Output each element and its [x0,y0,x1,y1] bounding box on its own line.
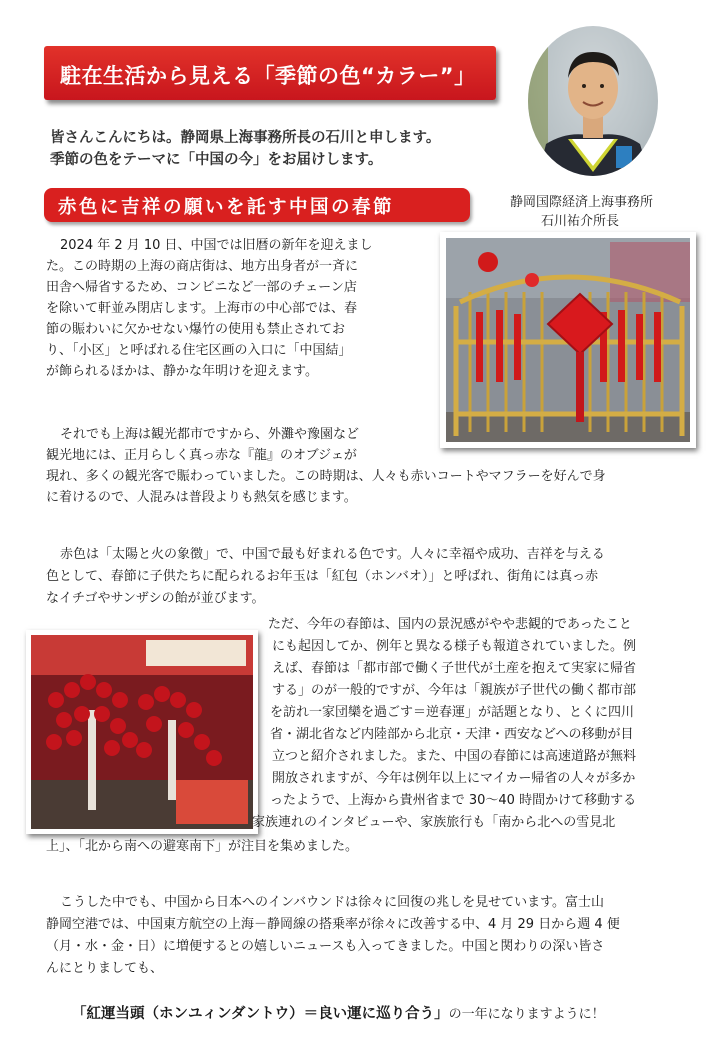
closing-rest: の一年になりますように！ [448,1007,605,1022]
greeting-line-1: 皆さんこんにちは。静岡県上海事務所長の石川と申します。 [50,130,441,146]
red-chinese-knot-gate-photo [440,232,696,448]
paragraph-4-line: する」のが一般的ですが、今年は「親族が子世代の働く都市部 [272,683,637,698]
paragraph-5-line: んにとりましても、 [46,961,164,976]
paragraph-4-line: ただ、今年の春節は、国内の景況感がやや悲観的であったこと [268,617,632,632]
paragraph-2-line: に着けるので、人混みは普段よりも熱気を感じます。 [46,490,357,505]
paragraph-5-line: （月・水・金・日）に増便するとの嬉しいニュースも入ってきました。中国と関わりの深い皆さ [46,939,605,954]
paragraph-4-line: 立つと紹介されました。また、中国の春節には高速道路が無料 [272,749,637,764]
paragraph-1-line: た。この時期の上海の商店街は、地方出身者が一斉に [46,259,359,274]
paragraph-1-line: 田舎へ帰省するため、コンビニなど一部のチェーン店 [46,280,357,295]
paragraph-4-line: を訪れ一家団欒を過ごす＝逆春運」が話題となり、とくに四川 [270,705,635,720]
author-org: 静岡国際経済上海事務所 [510,195,654,210]
paragraph-2-line: それでも上海は観光都市ですから、外灘や豫園など [60,427,360,442]
paragraph-1-line: を除いて軒並み閉店します。上海市の中心部では、春 [46,301,357,316]
paragraph-3-line: 色として、春節に子供たちに配られるお年玉は「紅包（ホンバオ）」と呼ばれ、街角には真っ赤 [46,569,599,584]
paragraph-1-line: 2024 年 2 月 10 日、中国では旧暦の新年を迎えまし [60,238,373,253]
closing-bold: 「紅運当頭（ホンユィンダントウ）＝良い運に巡り合う」 [72,1006,449,1022]
paragraph-4-line: 開放されますが、今年は例年以上にマイカー帰省の人々が多か [272,771,636,786]
closing-line [72,1002,605,1023]
paragraph-4-line: 家族連れのインタビューや、家族旅行も「南から北への雪見北 [252,815,616,830]
tanghulu-photo [26,630,258,834]
page-title: 駐在生活から見える「季節の色“カラー”」 [60,64,476,88]
paragraph-3-line: 赤色は「太陽と火の象徴」で、中国で最も好まれる色です。人々に幸福や成功、吉祥を与える [60,547,605,562]
paragraph-4-line: 上」、「北から南への避寒南下」が注目を集めました。 [46,839,359,854]
paragraph-2-line: 観光地には、正月らしく真っ赤な『龍』のオブジェが [46,448,357,463]
paragraph-5-line: こうした中でも、中国から日本へのインバウンドは徐々に回復の兆しを見せています。富士山 [60,895,605,910]
title-banner [44,46,496,100]
section-heading-banner [44,188,470,222]
author-portrait-image [528,26,658,176]
section-heading: 赤色に吉祥の願いを託す中国の春節 [58,197,395,218]
paragraph-3-line: なイチゴやサンザシの飴が並びます。 [46,591,265,606]
chinese-knot-photo [440,232,696,448]
paragraph-1-line: 節の賑わいに欠かせない爆竹の使用も禁止されてお [46,322,346,337]
paragraph-2-line: 現れ、多くの観光客で賑わっていました。この時期は、人々も赤いコートやマフラーを好んで身 [46,469,606,484]
paragraph-1-line: が飾られるほかは、静かな年明けを迎えます。 [46,364,318,379]
greeting-line-2: 季節の色をテーマに「中国の今」をお届けします。 [50,152,383,168]
paragraph-4-line: ったようで、上海から貴州省まで 30～40 時間かけて移動する [270,793,637,808]
paragraph-5-line: 静岡空港では、中国東方航空の上海－静岡線の搭乗率が徐々に改善する中、4 月 29 日から週 4 便 [46,917,620,932]
author-name: 石川祐介所長 [541,214,620,229]
paragraph-1-line: り、「小区」と呼ばれる住宅区画の入口に「中国結」 [46,343,352,358]
paragraph-4-line: 省・湖北省など内陸部から北京・天津・西安などへの移動が目 [270,727,634,742]
paragraph-4-line: にも起因してか、例年と異なる様子も報道されていました。例 [272,639,637,654]
paragraph-4-line: えば、春節は「都市部で働く子世代が土産を抱えて実家に帰省 [272,661,637,676]
tanghulu-candied-fruit-photo [26,630,258,834]
author-portrait [528,26,658,176]
